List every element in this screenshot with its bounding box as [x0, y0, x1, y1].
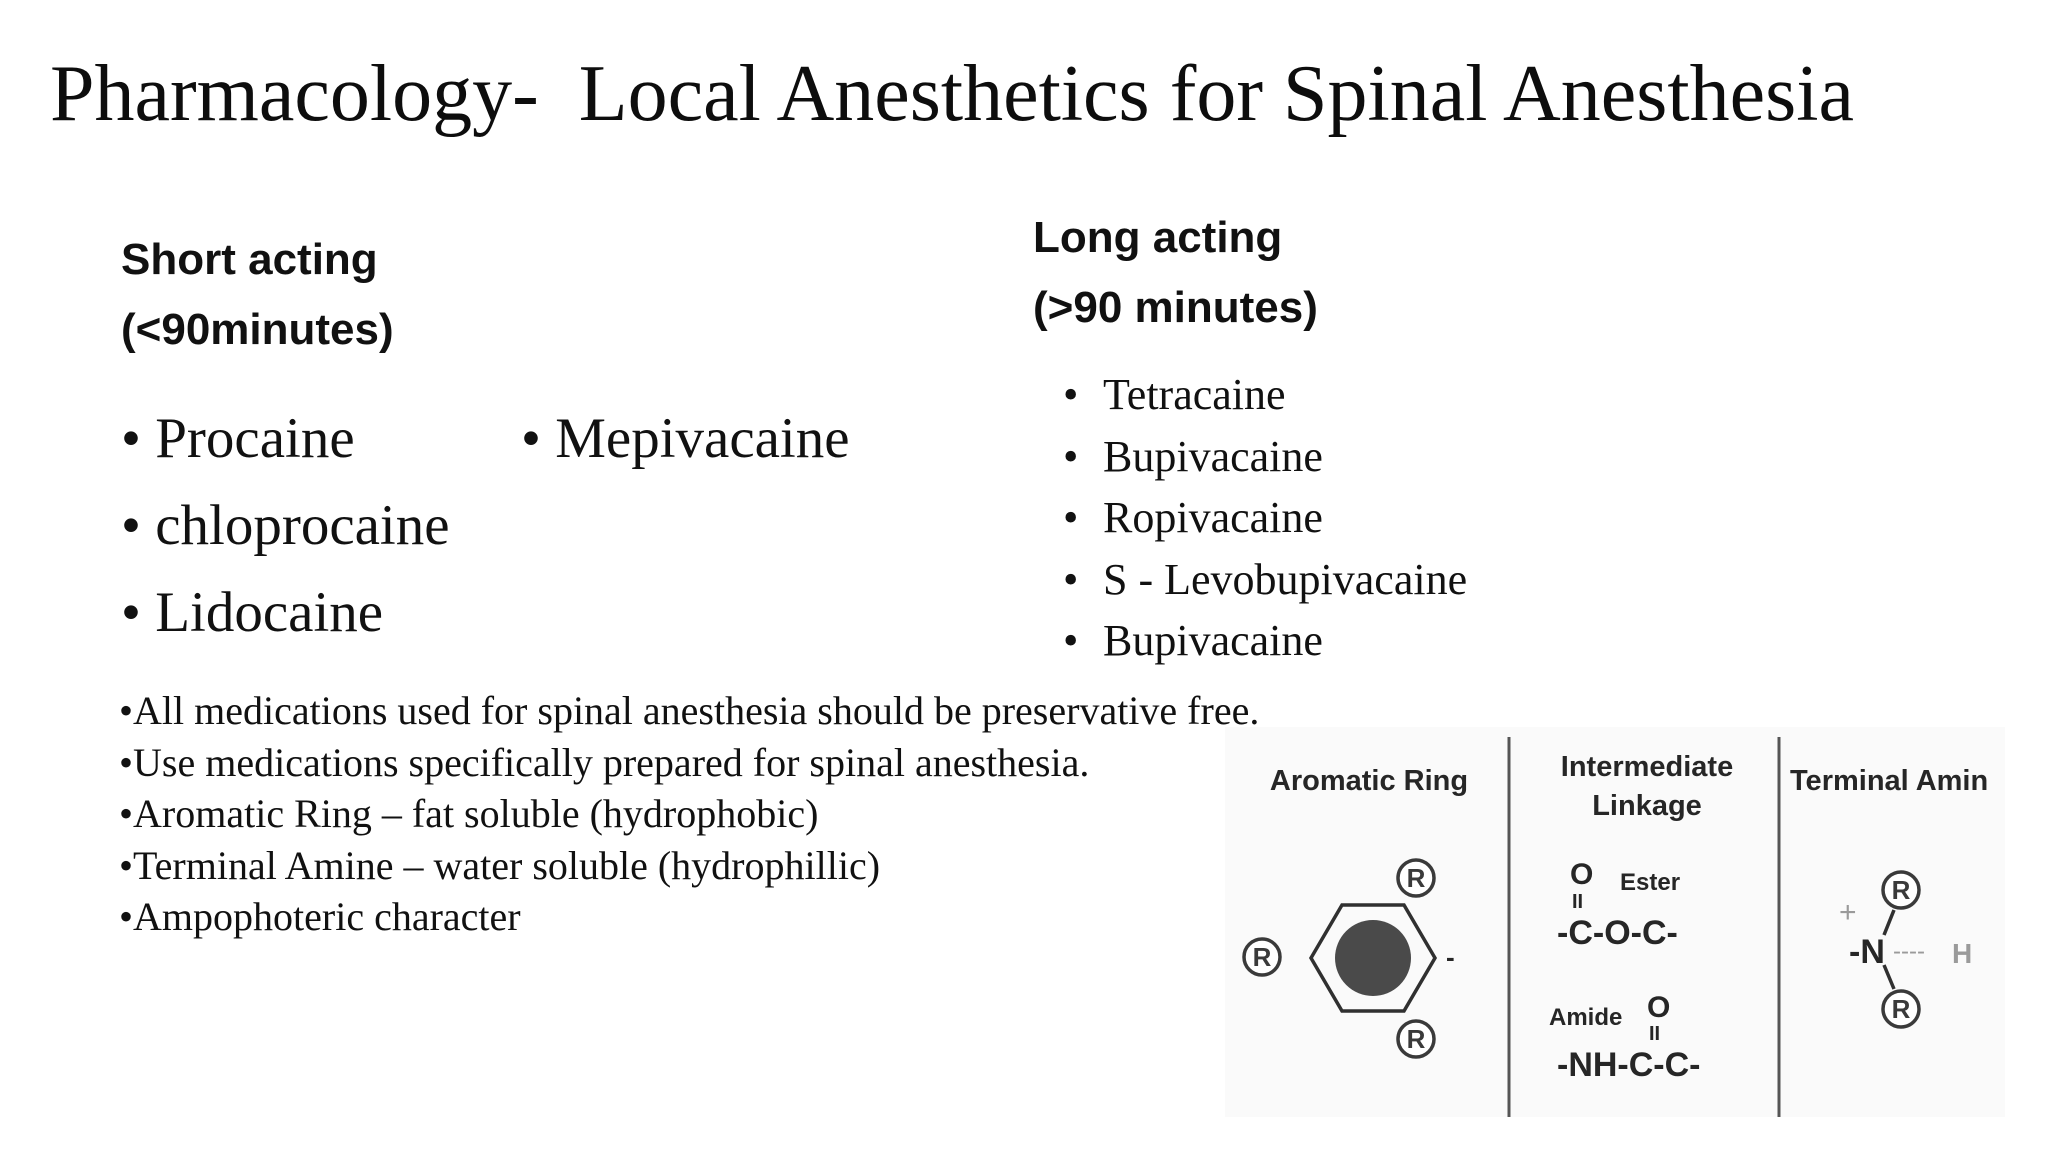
long-acting-item: • Tetracaine: [1063, 364, 1467, 426]
long-acting-item: • S - Levobupivacaine: [1063, 549, 1467, 611]
ester-double-bond: II: [1572, 891, 1584, 913]
long-acting-item: • Bupivacaine: [1063, 610, 1467, 672]
terminal-amine-header: Terminal Amin: [1790, 765, 1989, 797]
ester-label: Ester: [1620, 869, 1681, 896]
slide-title: Pharmacology- Local Anesthetics for Spinal Anesthesia: [50, 50, 1855, 138]
short-acting-duration: (<90minutes): [121, 305, 394, 354]
long-acting-duration: (>90 minutes): [1033, 283, 1318, 332]
ester-formula: -C-O-C-: [1557, 914, 1678, 952]
short-acting-heading: [121, 225, 394, 365]
long-acting-item: • Bupivacaine: [1063, 426, 1467, 488]
amine-bond-down: [1884, 965, 1894, 989]
long-acting-item: • Ropivacaine: [1063, 487, 1467, 549]
note-item: • Aromatic Ring – fat soluble (hydrophobic): [119, 788, 1259, 840]
ester-oxygen: O: [1570, 858, 1594, 891]
long-acting-list: [1063, 364, 1467, 672]
aromatic-ring-header: Aromatic Ring: [1269, 765, 1469, 797]
r-group-icon: [1398, 860, 1434, 896]
short-acting-list: [121, 395, 450, 656]
short-acting-item: • Lidocaine: [121, 569, 450, 656]
intermediate-linkage-header-line2: Linkage: [1592, 790, 1702, 822]
r-group-icon: [1398, 1021, 1434, 1057]
svg-text:R: R: [1406, 1024, 1426, 1054]
svg-text:R: R: [1891, 875, 1911, 905]
ring-bond: -: [1446, 942, 1455, 972]
amine-nitrogen: -N: [1849, 933, 1885, 971]
amide-double-bond: II: [1649, 1023, 1661, 1045]
short-acting-list-secondary: [521, 395, 850, 482]
r-group-icon: [1883, 872, 1919, 908]
long-acting-label: Long acting: [1033, 213, 1283, 262]
r-group-icon: [1244, 939, 1280, 975]
svg-text:R: R: [1406, 863, 1426, 893]
amine-bond-up: [1884, 910, 1894, 935]
benzene-ring-icon: [1311, 905, 1435, 1011]
amide-oxygen: O: [1647, 991, 1671, 1024]
local-anesthetic-structure-diagram: [1225, 727, 2005, 1117]
svg-text:R: R: [1891, 994, 1911, 1024]
short-acting-item: • chloprocaine: [121, 482, 450, 569]
short-acting-item: • Procaine: [121, 395, 450, 482]
amine-hydrogen-bond: ----: [1893, 938, 1925, 965]
note-item: • Ampophoteric character: [119, 891, 1259, 943]
amide-label: Amide: [1549, 1004, 1623, 1031]
svg-text:R: R: [1252, 942, 1272, 972]
notes-list: [119, 685, 1259, 943]
short-acting-item: • Mepivacaine: [521, 395, 850, 482]
note-item: • Terminal Amine – water soluble (hydrophillic): [119, 840, 1259, 892]
long-acting-heading: [1033, 203, 1318, 343]
note-item: • All medications used for spinal anesthesia should be preservative free.: [119, 685, 1259, 737]
r-group-icon: [1883, 991, 1919, 1027]
short-acting-label: Short acting: [121, 235, 378, 284]
note-item: • Use medications specifically prepared for spinal anesthesia.: [119, 737, 1259, 789]
amide-formula: -NH-C-C-: [1557, 1046, 1701, 1084]
intermediate-linkage-header-line1: Intermediate: [1560, 751, 1734, 783]
amine-charge: +: [1839, 896, 1857, 929]
amine-hydrogen: H: [1952, 938, 1973, 969]
